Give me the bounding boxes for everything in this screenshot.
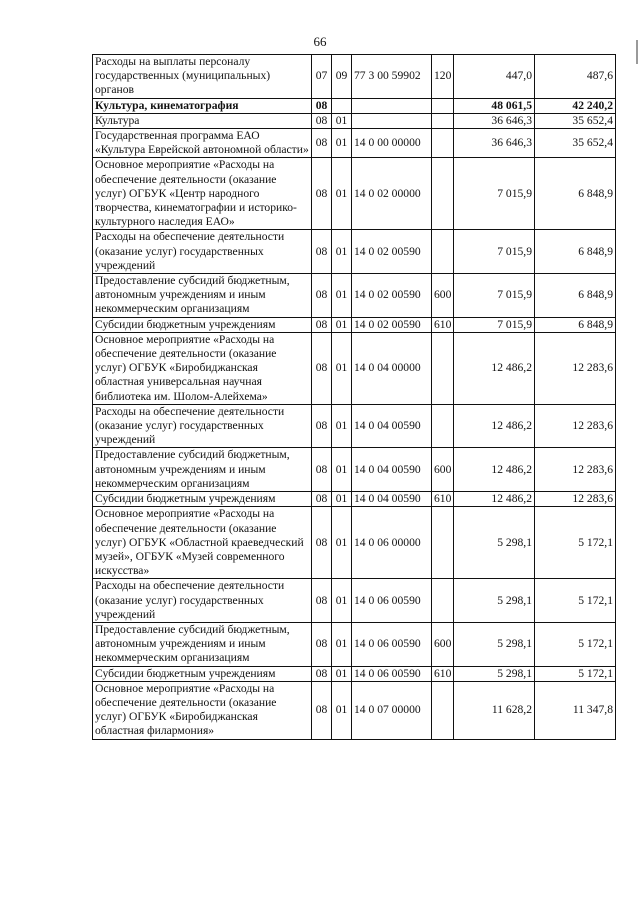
amount-year2-cell: 6 848,9 bbox=[535, 317, 616, 332]
table-row bbox=[93, 666, 616, 681]
expense-name-cell: Культура, кинематография bbox=[93, 98, 312, 113]
subsection-code-cell: 01 bbox=[332, 507, 352, 579]
amount-year2-cell: 12 283,6 bbox=[535, 332, 616, 404]
target-article-cell: 14 0 04 00590 bbox=[352, 404, 432, 448]
subsection-code-cell: 01 bbox=[332, 492, 352, 507]
expense-type-cell bbox=[432, 158, 454, 230]
amount-year2-cell: 487,6 bbox=[535, 55, 616, 99]
table-row bbox=[93, 55, 616, 99]
section-code-cell: 08 bbox=[312, 492, 332, 507]
amount-year2-cell: 12 283,6 bbox=[535, 448, 616, 492]
section-code-cell: 08 bbox=[312, 129, 332, 158]
section-code-cell: 08 bbox=[312, 404, 332, 448]
table-row bbox=[93, 274, 616, 318]
expense-type-cell bbox=[432, 129, 454, 158]
amount-year1-cell: 7 015,9 bbox=[454, 274, 535, 318]
subsection-code-cell: 01 bbox=[332, 230, 352, 274]
target-article-cell: 14 0 06 00590 bbox=[352, 666, 432, 681]
expense-name-cell: Основное мероприятие «Расходы на обеспечение деятельности (оказание услуг) ОГБУК «Биробиджанская областная универсальная научная библиотека им. Шолом-Алейхема» bbox=[93, 332, 312, 404]
subsection-code-cell: 01 bbox=[332, 579, 352, 623]
table-row bbox=[93, 622, 616, 666]
amount-year1-cell: 12 486,2 bbox=[454, 448, 535, 492]
expense-type-cell: 120 bbox=[432, 55, 454, 99]
expense-name-cell: Основное мероприятие «Расходы на обеспечение деятельности (оказание услуг) ОГБУК «Биробиджанская областная филармония» bbox=[93, 681, 312, 739]
target-article-cell bbox=[352, 98, 432, 113]
table-row bbox=[93, 492, 616, 507]
expense-type-cell bbox=[432, 98, 454, 113]
target-article-cell bbox=[352, 113, 432, 128]
expense-type-cell bbox=[432, 507, 454, 579]
target-article-cell: 14 0 06 00590 bbox=[352, 579, 432, 623]
subsection-code-cell: 01 bbox=[332, 622, 352, 666]
amount-year1-cell: 12 486,2 bbox=[454, 404, 535, 448]
expense-type-cell bbox=[432, 332, 454, 404]
table-row bbox=[93, 681, 616, 739]
expense-type-cell: 600 bbox=[432, 274, 454, 318]
amount-year2-cell: 5 172,1 bbox=[535, 622, 616, 666]
target-article-cell: 77 3 00 59902 bbox=[352, 55, 432, 99]
expense-type-cell bbox=[432, 113, 454, 128]
section-code-cell: 08 bbox=[312, 332, 332, 404]
expense-name-cell: Расходы на обеспечение деятельности (оказание услуг) государственных учреждений bbox=[93, 579, 312, 623]
amount-year2-cell: 6 848,9 bbox=[535, 158, 616, 230]
amount-year1-cell: 5 298,1 bbox=[454, 622, 535, 666]
amount-year1-cell: 48 061,5 bbox=[454, 98, 535, 113]
section-code-cell: 08 bbox=[312, 230, 332, 274]
subsection-code-cell: 01 bbox=[332, 681, 352, 739]
target-article-cell: 14 0 02 00590 bbox=[352, 230, 432, 274]
subsection-code-cell bbox=[332, 98, 352, 113]
section-code-cell: 08 bbox=[312, 579, 332, 623]
section-code-cell: 08 bbox=[312, 507, 332, 579]
expense-name-cell: Субсидии бюджетным учреждениям bbox=[93, 492, 312, 507]
expense-type-cell bbox=[432, 681, 454, 739]
subsection-code-cell: 01 bbox=[332, 129, 352, 158]
expense-name-cell: Культура bbox=[93, 113, 312, 128]
amount-year1-cell: 7 015,9 bbox=[454, 317, 535, 332]
target-article-cell: 14 0 06 00590 bbox=[352, 622, 432, 666]
section-code-cell: 08 bbox=[312, 317, 332, 332]
section-code-cell: 07 bbox=[312, 55, 332, 99]
amount-year2-cell: 35 652,4 bbox=[535, 129, 616, 158]
expense-type-cell: 600 bbox=[432, 622, 454, 666]
target-article-cell: 14 0 02 00000 bbox=[352, 158, 432, 230]
subsection-code-cell: 01 bbox=[332, 317, 352, 332]
section-code-cell: 08 bbox=[312, 274, 332, 318]
subsection-code-cell: 01 bbox=[332, 332, 352, 404]
expense-name-cell: Предоставление субсидий бюджетным, автономным учреждениям и иным некоммерческим организациям bbox=[93, 274, 312, 318]
subsection-code-cell: 09 bbox=[332, 55, 352, 99]
section-code-cell: 08 bbox=[312, 158, 332, 230]
table-body bbox=[93, 55, 616, 740]
page-number: 66 bbox=[313, 34, 327, 49]
section-code-cell: 08 bbox=[312, 681, 332, 739]
section-code-cell: 08 bbox=[312, 113, 332, 128]
table-row bbox=[93, 98, 616, 113]
table-row bbox=[93, 579, 616, 623]
target-article-cell: 14 0 02 00590 bbox=[352, 317, 432, 332]
amount-year1-cell: 5 298,1 bbox=[454, 666, 535, 681]
subsection-code-cell: 01 bbox=[332, 448, 352, 492]
expense-type-cell bbox=[432, 230, 454, 274]
table-row bbox=[93, 317, 616, 332]
expense-name-cell: Расходы на обеспечение деятельности (оказание услуг) государственных учреждений bbox=[93, 404, 312, 448]
expense-name-cell: Государственная программа ЕАО «Культура Еврейской автономной области» bbox=[93, 129, 312, 158]
expense-type-cell: 610 bbox=[432, 492, 454, 507]
amount-year1-cell: 5 298,1 bbox=[454, 507, 535, 579]
target-article-cell: 14 0 04 00000 bbox=[352, 332, 432, 404]
target-article-cell: 14 0 04 00590 bbox=[352, 448, 432, 492]
margin-mark bbox=[636, 40, 638, 64]
target-article-cell: 14 0 07 00000 bbox=[352, 681, 432, 739]
amount-year2-cell: 11 347,8 bbox=[535, 681, 616, 739]
table-row bbox=[93, 129, 616, 158]
amount-year1-cell: 12 486,2 bbox=[454, 492, 535, 507]
subsection-code-cell: 01 bbox=[332, 158, 352, 230]
expense-type-cell: 600 bbox=[432, 448, 454, 492]
expense-name-cell: Субсидии бюджетным учреждениям bbox=[93, 317, 312, 332]
expense-name-cell: Расходы на выплаты персоналу государственных (муниципальных) органов bbox=[93, 55, 312, 99]
subsection-code-cell: 01 bbox=[332, 274, 352, 318]
expense-name-cell: Субсидии бюджетным учреждениям bbox=[93, 666, 312, 681]
amount-year1-cell: 11 628,2 bbox=[454, 681, 535, 739]
target-article-cell: 14 0 00 00000 bbox=[352, 129, 432, 158]
subsection-code-cell: 01 bbox=[332, 113, 352, 128]
expense-type-cell: 610 bbox=[432, 666, 454, 681]
table-row bbox=[93, 404, 616, 448]
expense-type-cell bbox=[432, 404, 454, 448]
amount-year2-cell: 35 652,4 bbox=[535, 113, 616, 128]
amount-year1-cell: 5 298,1 bbox=[454, 579, 535, 623]
amount-year2-cell: 6 848,9 bbox=[535, 230, 616, 274]
amount-year2-cell: 12 283,6 bbox=[535, 492, 616, 507]
section-code-cell: 08 bbox=[312, 622, 332, 666]
budget-table bbox=[92, 54, 616, 740]
expense-name-cell: Расходы на обеспечение деятельности (оказание услуг) государственных учреждений bbox=[93, 230, 312, 274]
amount-year2-cell: 12 283,6 bbox=[535, 404, 616, 448]
table-row bbox=[93, 448, 616, 492]
amount-year2-cell: 5 172,1 bbox=[535, 579, 616, 623]
amount-year1-cell: 447,0 bbox=[454, 55, 535, 99]
amount-year2-cell: 5 172,1 bbox=[535, 666, 616, 681]
section-code-cell: 08 bbox=[312, 448, 332, 492]
table-row bbox=[93, 230, 616, 274]
amount-year1-cell: 12 486,2 bbox=[454, 332, 535, 404]
amount-year2-cell: 5 172,1 bbox=[535, 507, 616, 579]
subsection-code-cell: 01 bbox=[332, 666, 352, 681]
expense-name-cell: Предоставление субсидий бюджетным, автономным учреждениям и иным некоммерческим организациям bbox=[93, 448, 312, 492]
table-row bbox=[93, 113, 616, 128]
expense-name-cell: Основное мероприятие «Расходы на обеспечение деятельности (оказание услуг) ОГБУК «Центр народного творчества, кинематографии и историко-культурного наследия ЕАО» bbox=[93, 158, 312, 230]
amount-year2-cell: 42 240,2 bbox=[535, 98, 616, 113]
expense-type-cell: 610 bbox=[432, 317, 454, 332]
amount-year2-cell: 6 848,9 bbox=[535, 274, 616, 318]
amount-year1-cell: 7 015,9 bbox=[454, 230, 535, 274]
section-code-cell: 08 bbox=[312, 666, 332, 681]
target-article-cell: 14 0 02 00590 bbox=[352, 274, 432, 318]
amount-year1-cell: 36 646,3 bbox=[454, 113, 535, 128]
amount-year1-cell: 7 015,9 bbox=[454, 158, 535, 230]
subsection-code-cell: 01 bbox=[332, 404, 352, 448]
amount-year1-cell: 36 646,3 bbox=[454, 129, 535, 158]
target-article-cell: 14 0 06 00000 bbox=[352, 507, 432, 579]
expense-name-cell: Предоставление субсидий бюджетным, автономным учреждениям и иным некоммерческим организациям bbox=[93, 622, 312, 666]
table-row bbox=[93, 507, 616, 579]
table-row bbox=[93, 158, 616, 230]
expense-type-cell bbox=[432, 579, 454, 623]
table-row bbox=[93, 332, 616, 404]
section-code-cell: 08 bbox=[312, 98, 332, 113]
expense-name-cell: Основное мероприятие «Расходы на обеспечение деятельности (оказание услуг) ОГБУК «Областной краеведческий музей», ОГБУК «Музей современного искусства» bbox=[93, 507, 312, 579]
target-article-cell: 14 0 04 00590 bbox=[352, 492, 432, 507]
